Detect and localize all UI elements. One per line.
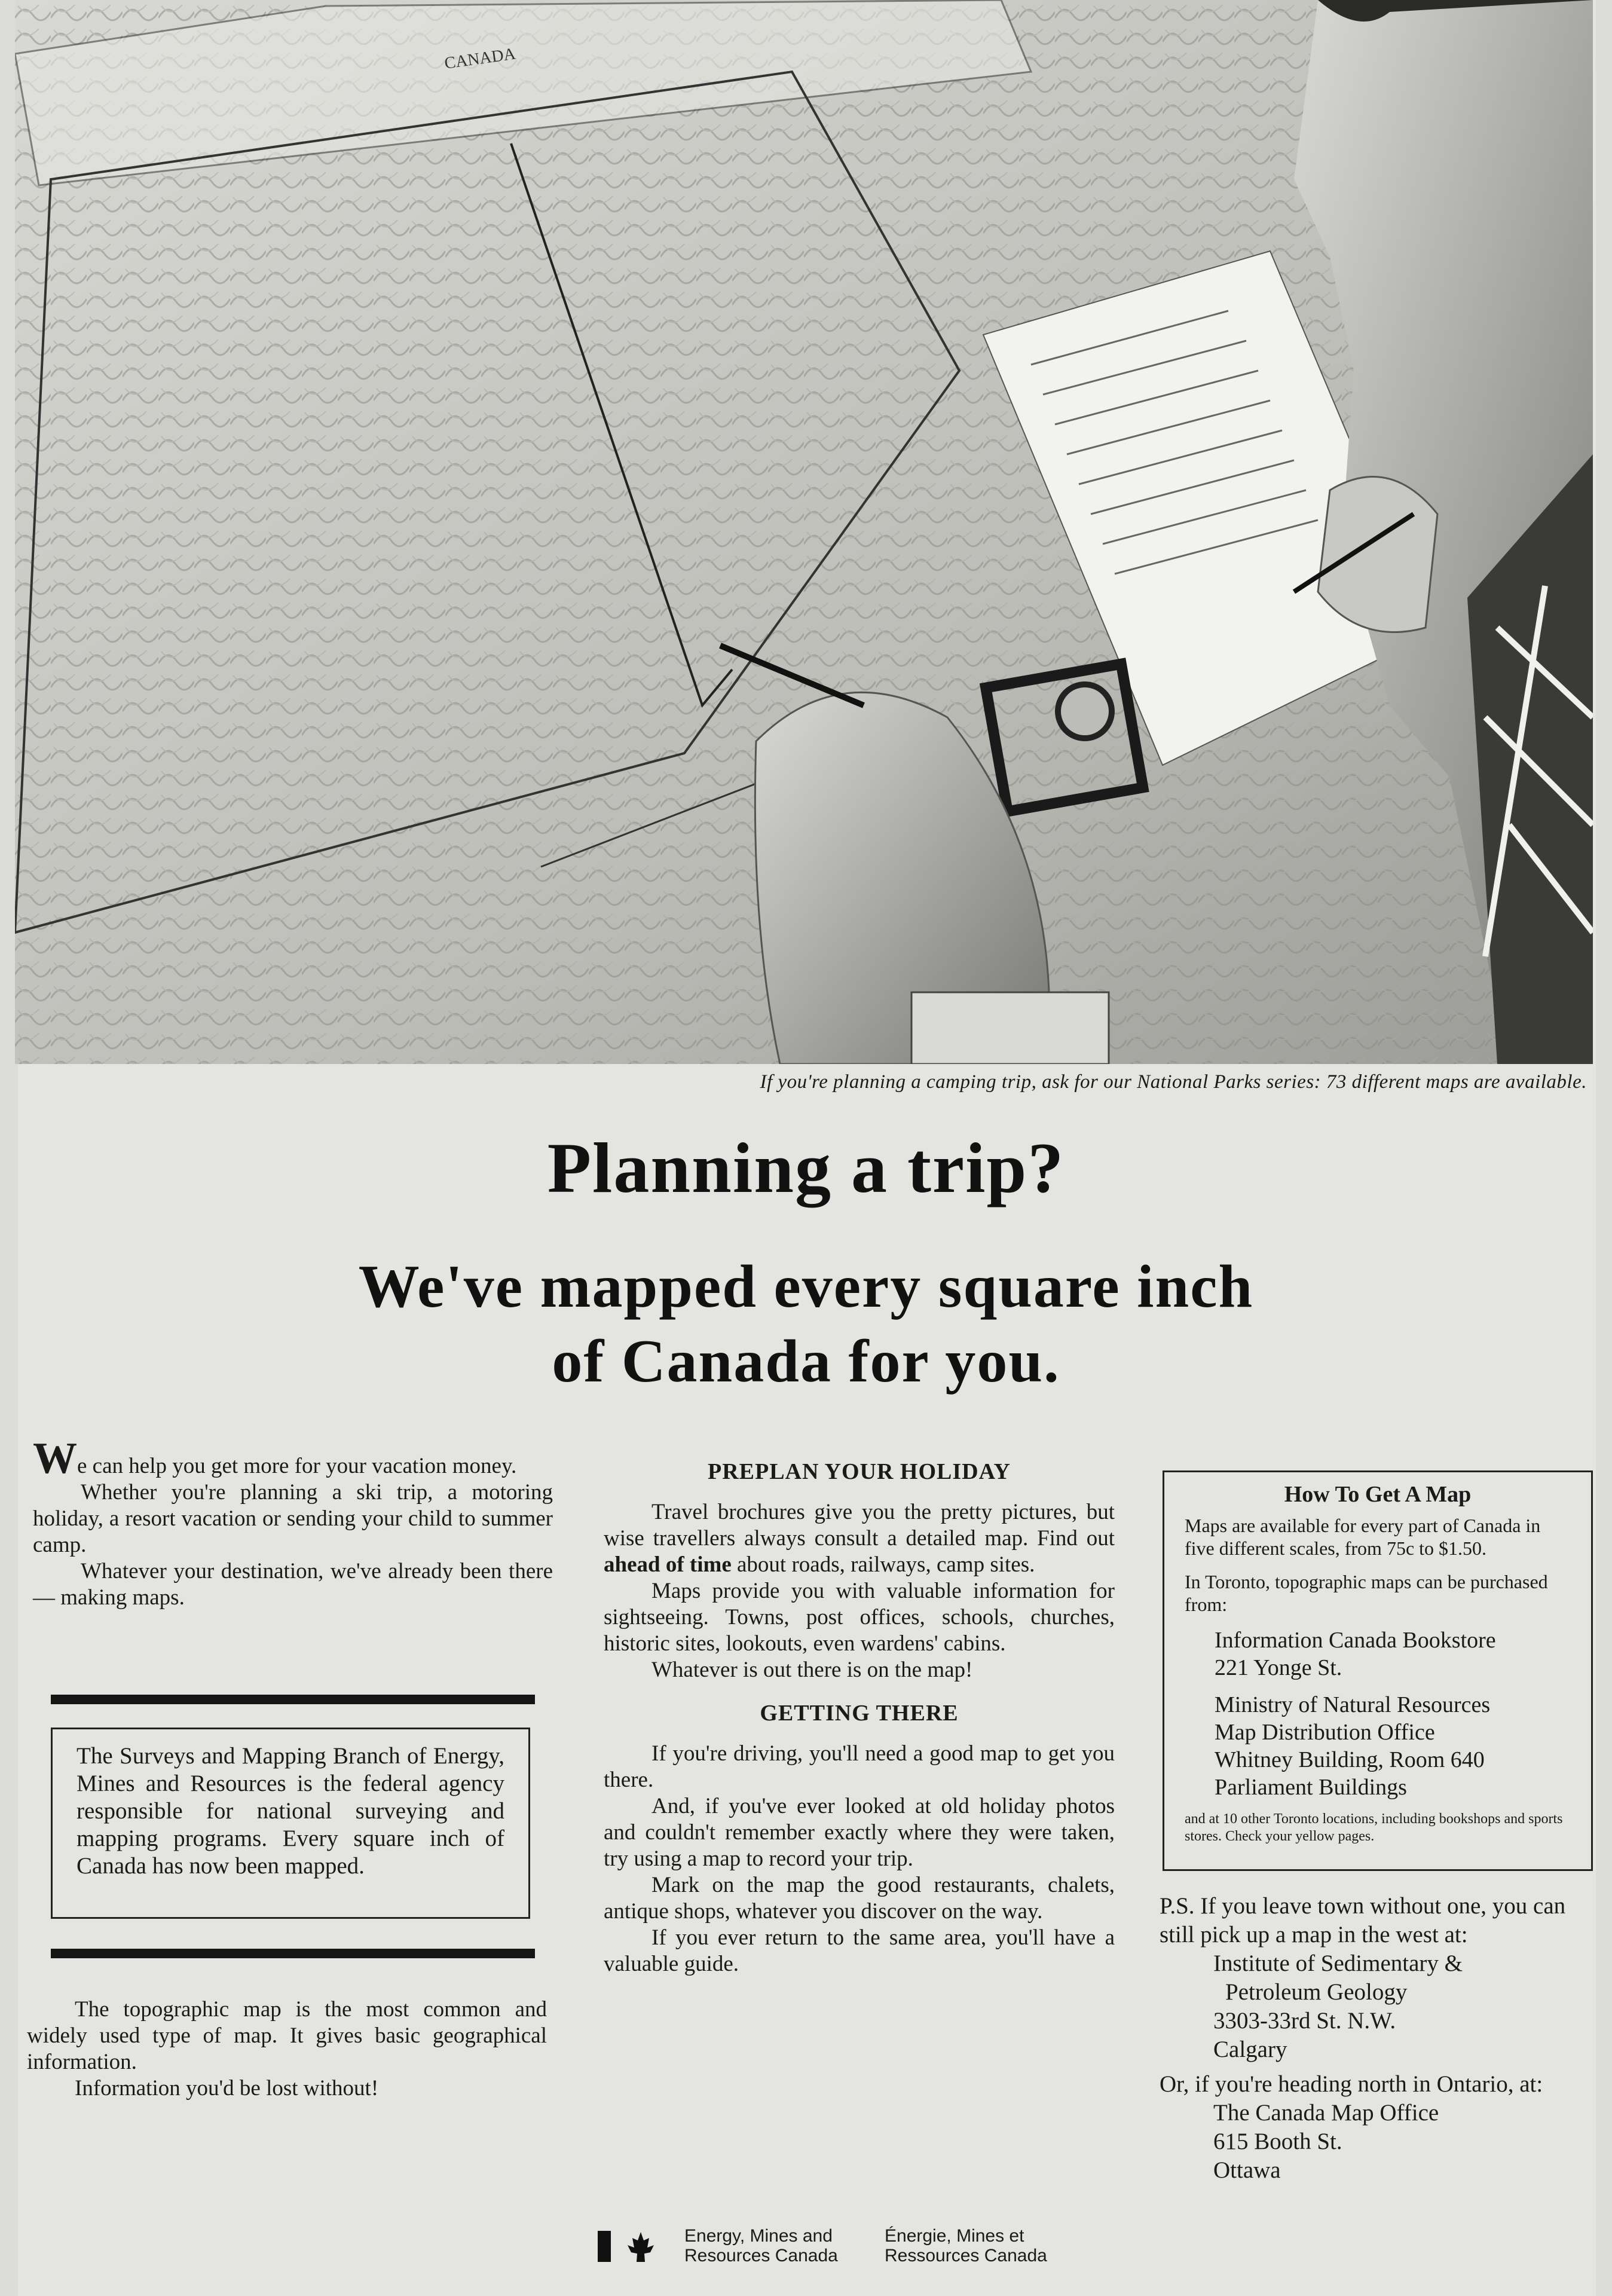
getting-there-paragraph-2: And, if you've ever looked at old holiday photos and couldn't remember exactly where they were taken, try using a map to record your trip. bbox=[604, 1794, 1115, 1871]
address-line: The Canada Map Office bbox=[1213, 2100, 1439, 2126]
address-line: Whitney Building, Room 640 bbox=[1215, 1747, 1485, 1772]
ps-line-2: Or, if you're heading north in Ontario, at: bbox=[1160, 2071, 1543, 2097]
subtitle-line-1: We've mapped every square inch bbox=[358, 1253, 1254, 1320]
canada-flag-icon bbox=[598, 2228, 663, 2264]
department-name-french bbox=[885, 2226, 1047, 2266]
footer-line: Energy, Mines and bbox=[684, 2226, 833, 2246]
photo-caption: If you're planning a camping trip, ask for our National Parks series: 73 different maps are available. bbox=[760, 1071, 1587, 1093]
surveys-branch-text: The Surveys and Mapping Branch of Energy, Mines and Resources is the federal agency responsible for national surveying and mapping programs. Every square inch of Canada has now been mapped. bbox=[77, 1743, 504, 1879]
footer-signature bbox=[598, 2225, 1136, 2273]
drop-cap: W bbox=[33, 1434, 77, 1483]
middle-column bbox=[604, 1459, 1115, 1977]
address-line: Map Distribution Office bbox=[1215, 1720, 1435, 1745]
preplan-paragraph-2: Maps provide you with valuable information for sightseeing. Towns, post offices, schools, churches, historic sites, lookouts, even wardens' cabins. bbox=[604, 1579, 1115, 1656]
how-to-paragraph-1: Maps are available for every part of Canada in five different scales, from 75c to $1.50. bbox=[1185, 1515, 1541, 1559]
intro-paragraph-3: Whatever your destination, we've already been there — making maps. bbox=[33, 1559, 553, 1610]
getting-there-paragraph-3: Mark on the map the good restaurants, chalets, antique shops, whatever you discover on the way. bbox=[604, 1873, 1115, 1924]
intro-text-1: e can help you get more for your vacation money. bbox=[77, 1454, 517, 1478]
divider-top bbox=[51, 1695, 535, 1704]
address-line: Institute of Sedimentary & bbox=[1213, 1950, 1463, 1976]
hero-photo bbox=[15, 0, 1593, 1064]
preplan-paragraph-1 bbox=[604, 1499, 1115, 1578]
headline-title: Planning a trip? bbox=[547, 1128, 1065, 1207]
other-locations-note: and at 10 other Toronto locations, including bookshops and sports stores. Check your yellow pages. bbox=[1185, 1811, 1563, 1844]
address-line: Calgary bbox=[1213, 2037, 1287, 2062]
address-line: Parliament Buildings bbox=[1215, 1775, 1407, 1800]
address-line: 221 Yonge St. bbox=[1215, 1655, 1342, 1680]
surveys-branch-box bbox=[51, 1728, 530, 1919]
how-to-get-a-map-box bbox=[1163, 1470, 1593, 1871]
intro-paragraph-2: Whether you're planning a ski trip, a motoring holiday, a resort vacation or sending your child to summer camp. bbox=[33, 1480, 553, 1557]
map-photo-illustration bbox=[15, 0, 1593, 1064]
postscript bbox=[1160, 1892, 1602, 2185]
footer-line: Resources Canada bbox=[684, 2246, 838, 2266]
preplan-text-a: Travel brochures give you the pretty pictures, but wise travellers always consult a detailed map. Find out bbox=[604, 1500, 1115, 1551]
topo-paragraph-2: Information you'd be lost without! bbox=[75, 2076, 379, 2101]
how-to-paragraph-2: In Toronto, topographic maps can be purchased from: bbox=[1185, 1571, 1548, 1615]
getting-there-paragraph-1: If you're driving, you'll need a good map to get you there. bbox=[604, 1741, 1115, 1792]
preplan-paragraph-3: Whatever is out there is on the map! bbox=[651, 1658, 973, 1682]
ps-line-1: P.S. If you leave town without one, you can still pick up a map in the west at: bbox=[1160, 1893, 1566, 1948]
divider-bottom bbox=[51, 1949, 535, 1958]
department-name-english bbox=[684, 2226, 838, 2266]
address-line: Information Canada Bookstore bbox=[1215, 1628, 1496, 1653]
topo-column bbox=[27, 1997, 547, 2102]
getting-there-paragraph-4: If you ever return to the same area, you'll have a valuable guide. bbox=[604, 1925, 1115, 1976]
headline-subtitle bbox=[0, 1249, 1612, 1399]
bookstore-address bbox=[1215, 1627, 1571, 1682]
address-line: Petroleum Geology bbox=[1225, 1979, 1408, 2005]
topo-paragraph-1: The topographic map is the most common and widely used type of map. It gives basic geographical information. bbox=[27, 1997, 547, 2074]
ministry-address bbox=[1215, 1691, 1571, 1801]
preplan-text-c: about roads, railways, camp sites. bbox=[731, 1552, 1035, 1577]
map-label: CANADA bbox=[443, 44, 517, 73]
subtitle-line-2: of Canada for you. bbox=[552, 1328, 1060, 1395]
preplan-heading: PREPLAN YOUR HOLIDAY bbox=[707, 1459, 1011, 1484]
getting-there-heading: GETTING THERE bbox=[760, 1701, 959, 1726]
north-address bbox=[1213, 2099, 1602, 2185]
address-line: 615 Booth St. bbox=[1213, 2129, 1342, 2154]
west-address bbox=[1213, 1949, 1602, 2064]
intro-column bbox=[33, 1434, 553, 1611]
address-line: 3303-33rd St. N.W. bbox=[1213, 2008, 1396, 2034]
address-line: Ottawa bbox=[1213, 2157, 1281, 2183]
intro-paragraph-1 bbox=[33, 1434, 553, 1483]
footer-line: Ressources Canada bbox=[885, 2246, 1047, 2266]
address-line: Ministry of Natural Resources bbox=[1215, 1692, 1491, 1717]
preplan-text-bold: ahead of time bbox=[604, 1552, 732, 1577]
how-to-title: How To Get A Map bbox=[1284, 1482, 1472, 1507]
footer-line: Énergie, Mines et bbox=[885, 2226, 1024, 2246]
